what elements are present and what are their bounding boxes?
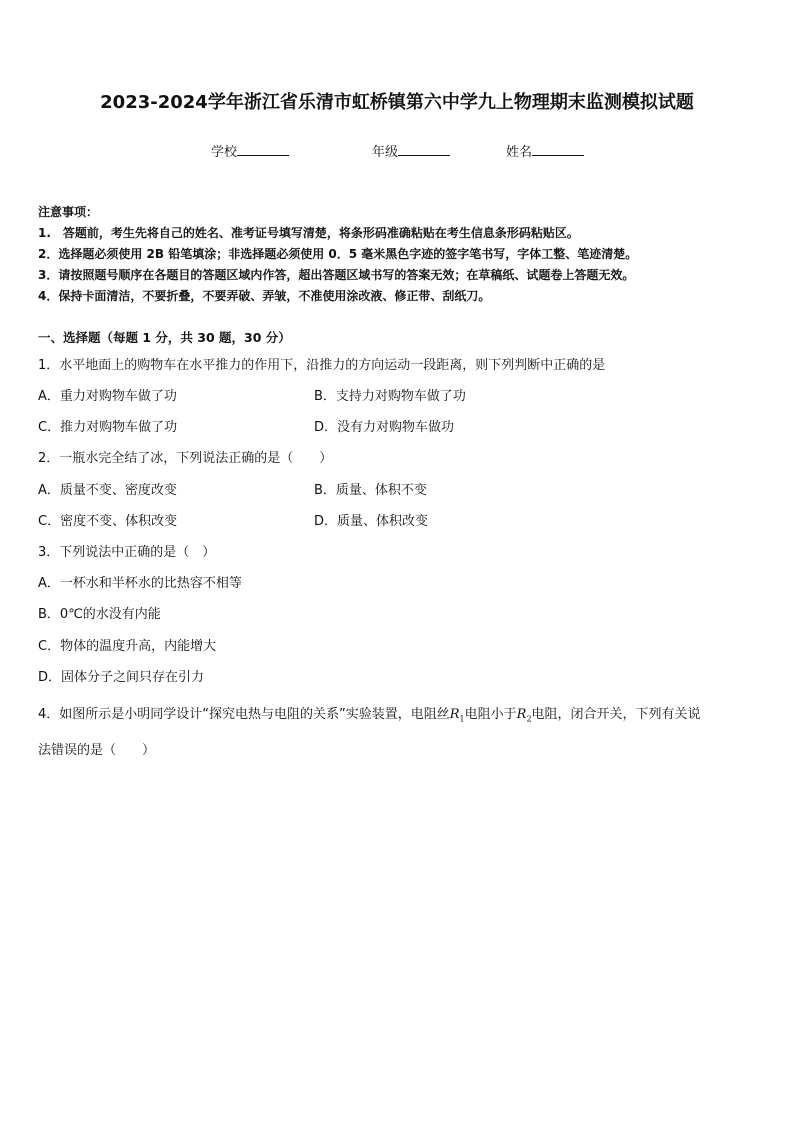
question-4-text-3: 电阻，闭合开关，下列有关说 bbox=[531, 707, 701, 722]
r2-subscript: 2 bbox=[526, 714, 532, 724]
question-1-option-c: C．推力对购物车做了功 bbox=[38, 420, 178, 435]
question-1-option-a: A．重力对购物车做了功 bbox=[38, 389, 177, 404]
school-label: 学校 bbox=[211, 145, 238, 160]
question-2-option-d: D．质量、体积改变 bbox=[314, 514, 429, 529]
school-blank[interactable] bbox=[237, 143, 289, 156]
question-3-option-a: A．一杯水和半杯水的比热容不相等 bbox=[38, 576, 242, 591]
name-label: 姓名 bbox=[506, 145, 533, 160]
r1-subscript: 1 bbox=[459, 714, 465, 724]
r1-letter: R bbox=[449, 707, 460, 722]
question-3-option-d: D．固体分子之间只存在引力 bbox=[38, 670, 205, 685]
r2-letter: R bbox=[516, 707, 527, 722]
section-heading: 一、选择题（每题 1 分，共 30 题，30 分） bbox=[38, 330, 291, 345]
question-3-option-c: C．物体的温度升高，内能增大 bbox=[38, 639, 217, 654]
note-item: 3．请按照题号顺序在各题目的答题区域内作答，超出答题区域书写的答案无效；在草稿纸、试题卷上答题无效。 bbox=[38, 268, 635, 282]
question-4-stem bbox=[38, 703, 701, 724]
question-3-option-b: B．0℃的水没有内能 bbox=[38, 607, 161, 622]
question-4-stem-line-2: 法错误的是（ ） bbox=[38, 743, 156, 758]
question-2-option-c: C．密度不变、体积改变 bbox=[38, 514, 178, 529]
notes-heading: 注意事项： bbox=[38, 205, 99, 219]
grade-blank[interactable] bbox=[398, 143, 450, 156]
question-4-text-1: 4．如图所示是小明同学设计“探究电热与电阻的关系”实验装置，电阻丝 bbox=[38, 707, 450, 722]
grade-field bbox=[372, 141, 450, 160]
question-2-option-b: B．质量、体积不变 bbox=[314, 483, 427, 498]
resistor-r1-symbol bbox=[450, 707, 465, 722]
note-item: 4．保持卡面清洁，不要折叠，不要弄破、弄皱，不准使用涂改液、修正带、刮纸刀。 bbox=[38, 289, 491, 303]
question-3-stem: 3．下列说法中正确的是（ ） bbox=[38, 545, 216, 560]
grade-label: 年级 bbox=[372, 145, 399, 160]
school-field bbox=[211, 141, 289, 160]
question-2-option-a: A．质量不变、密度改变 bbox=[38, 483, 177, 498]
question-1-stem: 1．水平地面上的购物车在水平推力的作用下，沿推力的方向运动一段距离，则下列判断中正确的是 bbox=[38, 358, 606, 373]
question-2-stem: 2．一瓶水完全结了冰，下列说法正确的是（ ） bbox=[38, 451, 333, 466]
note-item: 2．选择题必须使用 2B 铅笔填涂；非选择题必须使用 0．5 毫米黑色字迹的签字笔书写，字体工整、笔迹清楚。 bbox=[38, 247, 638, 261]
question-4-text-2: 电阻小于 bbox=[464, 707, 517, 722]
question-1-option-b: B．支持力对购物车做了功 bbox=[314, 389, 466, 404]
question-1-option-d: D．没有力对购物车做功 bbox=[314, 420, 455, 435]
exam-title: 2023-2024学年浙江省乐清市虹桥镇第六中学九上物理期末监测模拟试题 bbox=[100, 92, 694, 113]
name-field bbox=[506, 141, 584, 160]
note-item: 1. 答题前，考生先将自己的姓名、准考证号填写清楚，将条形码准确粘贴在考生信息条形码粘贴区。 bbox=[38, 226, 579, 240]
name-blank[interactable] bbox=[532, 143, 584, 156]
resistor-r2-symbol bbox=[517, 707, 532, 722]
